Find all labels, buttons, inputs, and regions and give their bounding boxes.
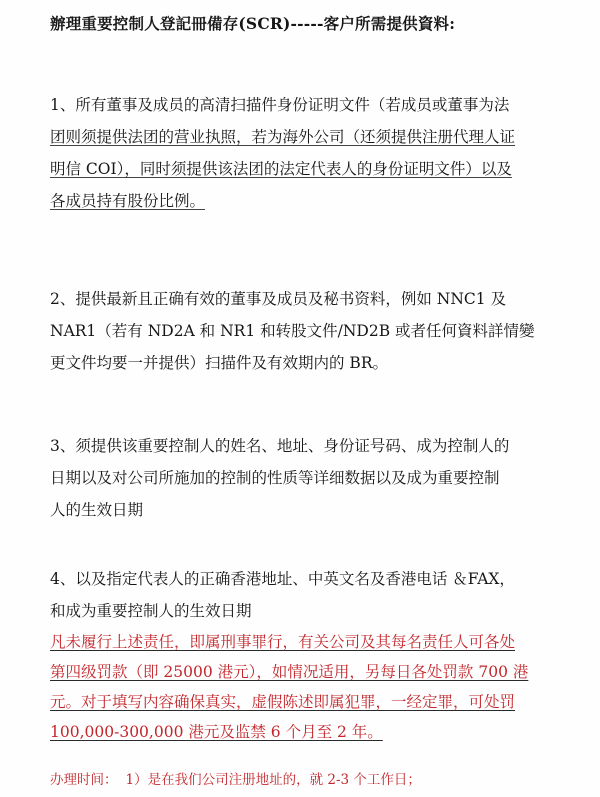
warning-line-2: 第四级罚款（即 25000 港元），如情况适用，另每日各处罚款 700 港 (50, 663, 529, 681)
item-3-line-1: 3、须提供该重要控制人的姓名、地址、身份证号码、成为控制人的 (50, 437, 510, 455)
warning-line-1: 凡未履行上述责任，即属刑事罪行，有关公司及其每名责任人可各处 (50, 633, 516, 651)
item-2 (50, 283, 575, 379)
item-4 (50, 563, 575, 627)
item-1-line-2: 团则须提供法团的营业执照，若为海外公司（还须提供注册代理人证 (50, 128, 516, 146)
processing-time-label: 办理时间： (50, 772, 118, 788)
processing-time-text: 1）是在我们公司注册地址的，就 2-3 个工作日； (125, 772, 421, 788)
item-3-line-3: 人的生效日期 (50, 501, 144, 519)
item-2-line-1: 2、提供最新且正确有效的董事及成员及秘书资料，例如 NNC1 及 (50, 290, 507, 308)
item-4-line-2: 和成为重要控制人的生效日期 (50, 602, 252, 620)
item-1-line-3: 明信 COI），同时须提供该法团的法定代表人的身份证明文件）以及 (50, 160, 512, 178)
item-3 (50, 430, 575, 526)
document-title: 辦理重要控制人登記冊備存(SCR)-----客户所需提供資料: (50, 14, 456, 33)
item-1-line-1: 1、所有董事及成员的高清扫描件身份证明文件（若成员或董事为法 (50, 96, 510, 114)
item-4-line-1: 4、以及指定代表人的正确香港地址、中英文名及香港电话 ＆FAX， (50, 570, 515, 588)
warning-line-4: 100,000-300,000 港元及监禁 6 个月至 2 年。 (50, 723, 383, 741)
item-2-line-2: NAR1（若有 ND2A 和 NR1 和转股文件/ND2B 或者任何資料詳情變 (50, 322, 535, 340)
item-3-line-2: 日期以及对公司所施加的控制的性质等详细数据以及成为重要控制 (50, 469, 500, 487)
warning-line-3: 元。对于填写内容确保真实，虚假陈述即属犯罪，一经定罪，可处罚 (50, 693, 516, 711)
penalty-warning (50, 627, 575, 747)
item-1 (50, 89, 575, 217)
processing-time (50, 768, 429, 788)
item-2-line-3: 更文件均要一并提供）扫描件及有效期内的 BR。 (50, 354, 388, 372)
item-1-line-4: 各成员持有股份比例。 (50, 192, 206, 210)
